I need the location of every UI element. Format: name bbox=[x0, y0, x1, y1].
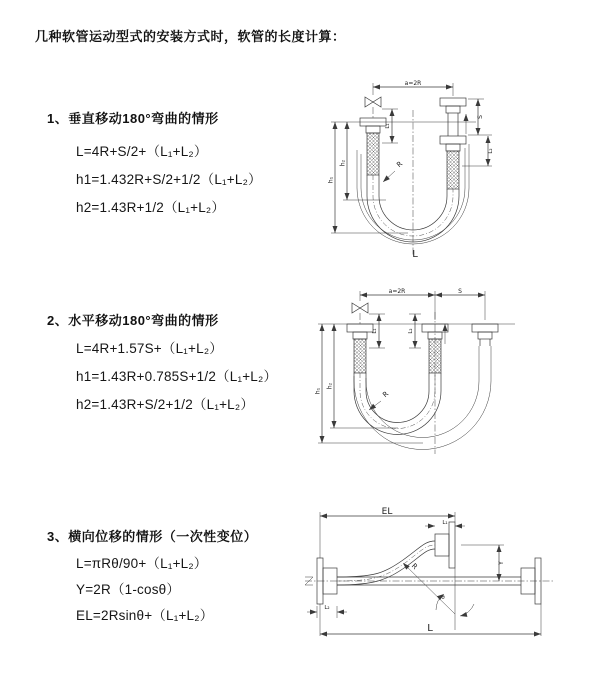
left-union-neck bbox=[366, 126, 380, 133]
hose-a-inner-wall bbox=[366, 373, 429, 423]
section-3-formula-EL: EL=2Rsinθ+（L₁+L₂） bbox=[76, 608, 214, 623]
middle-braided-section bbox=[429, 339, 441, 373]
top-flange-hub bbox=[435, 534, 449, 556]
right-tube bbox=[448, 113, 458, 136]
dim-label-a2r: a=2R bbox=[388, 288, 406, 295]
extension-lines bbox=[320, 512, 541, 636]
dim-label-l2: L₂ bbox=[408, 328, 414, 334]
dim-label-h1: h₁ bbox=[315, 387, 322, 395]
radius-leader bbox=[383, 171, 395, 182]
dim-label-a2r: a=2R bbox=[404, 80, 422, 87]
hose-a-outer-wall bbox=[354, 373, 441, 434]
right-tube bbox=[480, 339, 490, 346]
right-union-neck-2 bbox=[446, 144, 460, 151]
dim-label-l2: L₂ bbox=[488, 148, 494, 154]
radius-line bbox=[403, 563, 455, 614]
section-2-heading: 2、水平移动180°弯曲的情形 bbox=[47, 313, 219, 328]
length-label: L bbox=[412, 249, 418, 260]
diagram-lateral-displacement bbox=[303, 506, 597, 648]
left-braided-section bbox=[367, 133, 379, 175]
dim-label-h2: h₂ bbox=[326, 382, 334, 390]
length-label: L bbox=[427, 623, 433, 634]
right-union-neck bbox=[478, 332, 492, 339]
diagram-horizontal-180-bend bbox=[315, 286, 600, 458]
dim-label-h1: h₁ bbox=[328, 176, 335, 184]
section-1-formula-h2: h2=1.43R+1/2（L₁+L₂） bbox=[76, 200, 226, 215]
dim-label-s: S bbox=[477, 115, 484, 119]
left-union-neck bbox=[353, 332, 367, 339]
dim-label-l1: L₁ bbox=[372, 328, 378, 334]
hose-a-centerline bbox=[360, 373, 435, 429]
hose-bottom-wall bbox=[337, 549, 435, 585]
angle-label-theta: θ bbox=[441, 595, 445, 601]
section-3-formula-Y: Y=2R（1-cosθ） bbox=[76, 582, 181, 597]
valve-icon bbox=[365, 97, 381, 107]
hose-b-outer-wall bbox=[354, 346, 491, 450]
dim-label-l1: L₁ bbox=[442, 520, 448, 526]
page-title: 几种软管运动型式的安装方式时，软管的长度计算： bbox=[35, 29, 346, 44]
valve-icon bbox=[352, 303, 368, 313]
right-union-nut bbox=[472, 324, 498, 332]
hose-centerline bbox=[337, 545, 435, 581]
section-2-formula-L: L=4R+1.57S+（L₁+L₂） bbox=[76, 341, 223, 356]
dim-label-y: Y bbox=[498, 561, 505, 565]
section-2-formula-h1: h1=1.43R+0.785S+1/2（L₁+L₂） bbox=[76, 369, 278, 384]
radius-label: R bbox=[381, 389, 391, 400]
section-2-formula-h2: h2=1.43R+S/2+1/2（L₁+L₂） bbox=[76, 397, 255, 412]
diagram-vertical-180-bend bbox=[328, 78, 586, 260]
right-union-neck-1 bbox=[446, 106, 460, 113]
top-flange-plate bbox=[449, 522, 455, 568]
hose-top-wall bbox=[337, 541, 435, 577]
right-union-nut-1 bbox=[440, 98, 466, 106]
dim-label-h2: h₂ bbox=[339, 159, 347, 167]
section-3-heading: 3、横向位移的情形（一次性变位） bbox=[47, 529, 258, 544]
section-1-heading: 1、垂直移动180°弯曲的情形 bbox=[47, 111, 219, 126]
left-braided-section bbox=[354, 339, 366, 373]
left-union-nut bbox=[347, 324, 373, 332]
right-union-nut-2 bbox=[440, 136, 466, 144]
section-1-formula-L: L=4R+S/2+（L₁+L₂） bbox=[76, 144, 208, 159]
dim-label-el: EL bbox=[381, 507, 393, 517]
radius-label: R bbox=[395, 159, 405, 170]
angle-arc-right bbox=[460, 604, 474, 616]
dim-label-s: S bbox=[458, 288, 462, 295]
section-3-formula-L: L=πRθ/90+（L₁+L₂） bbox=[76, 556, 208, 571]
dim-label-l1: L₁ bbox=[385, 123, 391, 129]
radius-leader bbox=[369, 401, 381, 410]
dim-label-l2: L₂ bbox=[324, 605, 330, 611]
radius-label: R bbox=[409, 561, 419, 572]
section-1-formula-h1: h1=1.432R+S/2+1/2（L₁+L₂） bbox=[76, 172, 262, 187]
right-braided-section bbox=[447, 151, 459, 189]
